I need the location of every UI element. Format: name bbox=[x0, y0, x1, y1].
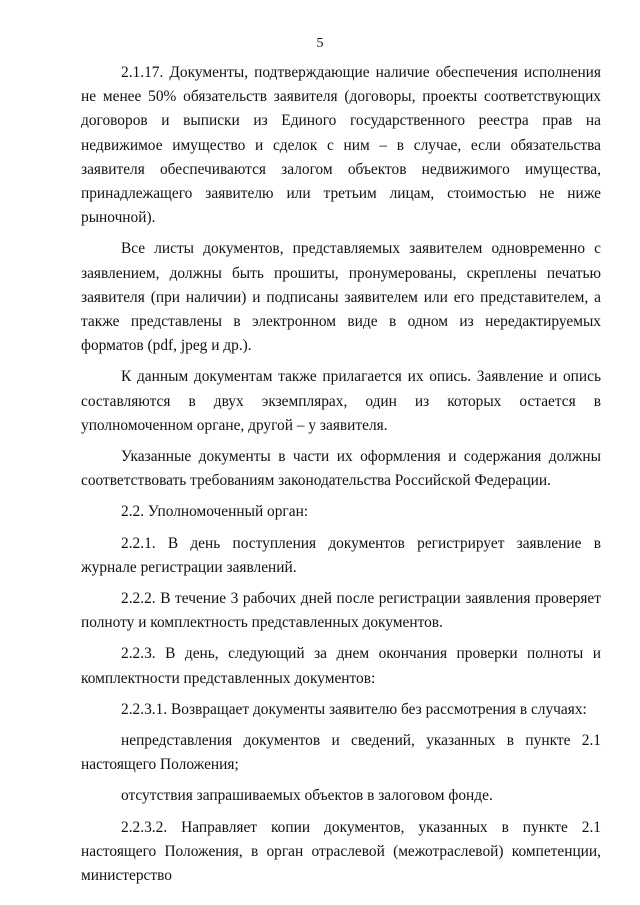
paragraph-2-2-2: 2.2.2. В течение 3 рабочих дней после регистрации заявления проверяет полноту и комплектность представленных документов. bbox=[81, 590, 601, 632]
paragraph-inventory: К данным документам также прилагается их опись. Заявление и опись составляются в двух экземплярах, один из которых остается в уполномоченном органе, другой – у заявителя. bbox=[81, 368, 601, 434]
paragraph-2-2-3-2: 2.2.3.2. Направляет копии документов, указанных в пункте 2.1 настоящего Положения, в орган отраслевой (межотраслевой) компетенции, министерство bbox=[81, 818, 601, 885]
paragraph-2-2-3-1: 2.2.3.1. Возвращает документы заявителю без рассмотрения в случаях: bbox=[121, 700, 587, 718]
document-body bbox=[81, 61, 601, 895]
paragraph-2-1-17: 2.1.17. Документы, подтверждающие наличие обеспечения исполнения не менее 50% обязательств заявителя (договоры, проекты соответствующих договоров и выписки из Единого государственного реестра прав на недвижимое имущество и сделок с ним – в случае, если обязательства заявителя обеспечиваются залогом объектов недвижимого имущества, принадлежащего заявителю или третьим лицам, стоимостью не ниже рыночной). bbox=[81, 64, 601, 227]
page-number: 5 bbox=[316, 36, 324, 51]
paragraph-2-2: 2.2. Уполномоченный орган: bbox=[121, 503, 309, 521]
paragraph-case-missing-documents: непредставления документов и сведений, указанных в пункте 2.1 настоящего Положения; bbox=[81, 732, 601, 774]
paragraph-2-2-1: 2.2.1. В день поступления документов регистрирует заявление в журнале регистрации заявлений. bbox=[81, 534, 601, 576]
paragraph-2-2-3: 2.2.3. В день, следующий за днем окончания проверки полноты и комплектности представленных документов: bbox=[81, 645, 601, 687]
paragraph-sheets-requirements: Все листы документов, представляемых заявителем одновременно с заявлением, должны быть прошиты, пронумерованы, скреплены печатью заявителя (при наличии) и подписаны заявителем или его представителем, а также представлены в электронном виде в одном из нередактируемых форматов (pdf, jpeg и др.). bbox=[81, 240, 601, 355]
paragraph-legal-compliance: Указанные документы в части их оформления и содержания должны соответствовать требованиям законодательства Российской Федерации. bbox=[81, 448, 601, 490]
paragraph-case-missing-objects: отсутствия запрашиваемых объектов в залоговом фонде. bbox=[121, 787, 493, 805]
